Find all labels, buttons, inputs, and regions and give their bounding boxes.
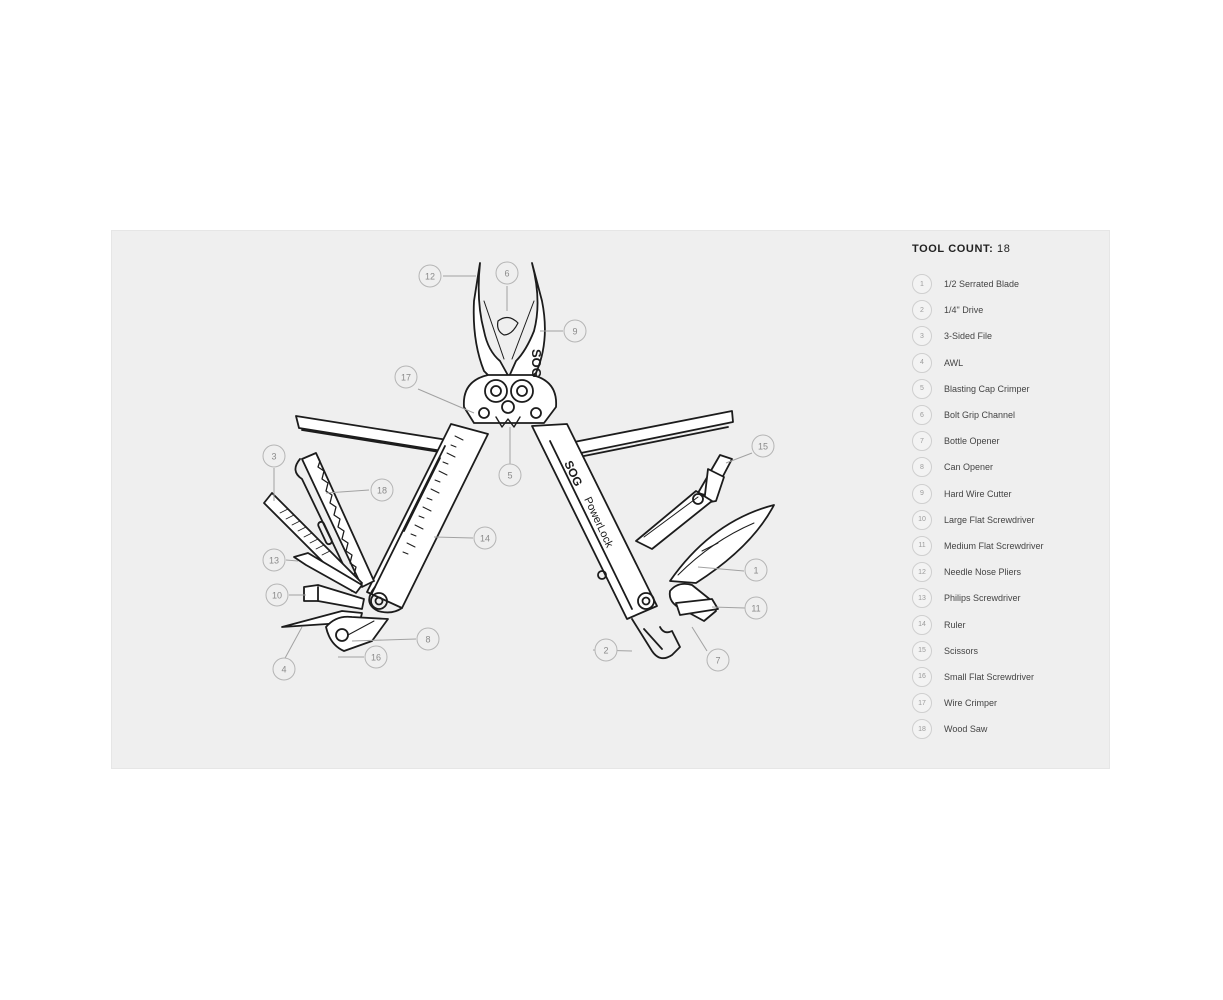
item-label: Needle Nose Pliers: [944, 567, 1022, 578]
item-label: 3-Sided File: [944, 331, 993, 342]
callout-2: [595, 639, 617, 661]
callout-3: [263, 445, 285, 467]
callout-18: [371, 479, 393, 501]
list-item: [912, 481, 1102, 507]
item-label: 1/4" Drive: [944, 305, 984, 316]
svg-text:9: 9: [572, 326, 578, 337]
item-number-badge: 14: [912, 615, 932, 635]
list-item: [912, 271, 1102, 297]
item-label: Bolt Grip Channel: [944, 410, 1016, 421]
svg-text:4: 4: [281, 664, 287, 675]
item-label: Small Flat Screwdriver: [944, 671, 1035, 682]
item-number-badge: 5: [912, 379, 932, 399]
list-item: [912, 664, 1102, 690]
right-rail: [565, 411, 733, 458]
item-number-badge: 6: [912, 405, 932, 425]
left-handle: [367, 424, 491, 612]
list-item: [912, 690, 1102, 716]
list-item: [912, 507, 1102, 533]
callout-13: [263, 549, 285, 571]
svg-text:11: 11: [751, 603, 761, 614]
tool-diagram-panel: [111, 230, 1110, 769]
list-item: [912, 638, 1102, 664]
list-item: [912, 611, 1102, 637]
handle-logo: SOG: [561, 458, 586, 489]
item-label: 1/2 Serrated Blade: [944, 279, 1020, 290]
item-label: Ruler: [944, 619, 966, 630]
callout-16: [365, 646, 387, 668]
callout-14: [474, 527, 496, 549]
svg-text:18: 18: [376, 485, 388, 496]
list-item: [912, 402, 1102, 428]
item-number-badge: 1: [912, 274, 932, 294]
item-label: Wire Crimper: [944, 698, 997, 709]
svg-text:13: 13: [268, 555, 280, 566]
item-label: Scissors: [944, 645, 979, 656]
item-number-badge: 13: [912, 588, 932, 608]
list-item: [912, 559, 1102, 585]
item-label: Bottle Opener: [944, 436, 1000, 447]
callout-17: [395, 366, 417, 388]
svg-text:14: 14: [479, 533, 491, 544]
item-label: Hard Wire Cutter: [944, 488, 1012, 499]
item-number-badge: 7: [912, 431, 932, 451]
item-label: Medium Flat Screwdriver: [944, 540, 1044, 551]
list-item: [912, 716, 1102, 742]
pliers-head: [464, 263, 556, 427]
left-rail: [296, 416, 456, 454]
svg-text:10: 10: [271, 590, 283, 601]
svg-text:2: 2: [603, 645, 609, 656]
item-label: Philips Screwdriver: [944, 593, 1021, 604]
list-item: [912, 454, 1102, 480]
list-item: [912, 350, 1102, 376]
list-item: [912, 376, 1102, 402]
item-number-badge: 18: [912, 719, 932, 739]
item-number-badge: 9: [912, 484, 932, 504]
item-number-badge: 4: [912, 353, 932, 373]
item-number-badge: 15: [912, 641, 932, 661]
item-number-badge: 12: [912, 562, 932, 582]
list-item: [912, 533, 1102, 559]
callout-7: [707, 649, 729, 671]
item-number-badge: 16: [912, 667, 932, 687]
svg-text:1: 1: [753, 565, 759, 576]
item-label: Wood Saw: [944, 724, 988, 735]
callout-9: [564, 320, 586, 342]
item-number-badge: 17: [912, 693, 932, 713]
tool-count-value: 18: [997, 243, 1011, 255]
callout-12: [419, 265, 441, 287]
item-number-badge: 8: [912, 457, 932, 477]
list-item: [912, 323, 1102, 349]
callout-15: [752, 435, 774, 457]
svg-text:15: 15: [757, 441, 769, 452]
handle-powerlock-text: PowerLock: [581, 495, 616, 550]
tool-count-heading: [912, 243, 1102, 257]
tool-count-label: TOOL COUNT:: [912, 243, 994, 255]
svg-text:8: 8: [425, 634, 431, 645]
tool-list: [912, 271, 1102, 742]
svg-text:3: 3: [271, 451, 277, 462]
item-number-badge: 11: [912, 536, 932, 556]
callout-10: [266, 584, 288, 606]
callout-1: [745, 559, 767, 581]
svg-text:5: 5: [507, 470, 513, 481]
svg-text:16: 16: [370, 652, 382, 663]
svg-text:12: 12: [424, 271, 436, 282]
list-item: [912, 585, 1102, 611]
item-number-badge: 10: [912, 510, 932, 530]
svg-text:17: 17: [400, 372, 412, 383]
item-label: AWL: [944, 357, 964, 368]
item-number-badge: 2: [912, 300, 932, 320]
list-item: [912, 428, 1102, 454]
callout-5: [499, 464, 521, 486]
item-number-badge: 3: [912, 326, 932, 346]
svg-text:6: 6: [504, 268, 510, 279]
tool-legend: [912, 243, 1102, 742]
callout-6: [496, 262, 518, 284]
item-label: Blasting Cap Crimper: [944, 383, 1030, 394]
callout-4: [273, 658, 295, 680]
list-item: [912, 297, 1102, 323]
svg-text:7: 7: [715, 655, 721, 666]
pliers-logo: SOG: [529, 349, 544, 378]
item-label: Large Flat Screwdriver: [944, 514, 1035, 525]
callout-8: [417, 628, 439, 650]
item-label: Can Opener: [944, 462, 994, 473]
callout-11: [745, 597, 767, 619]
